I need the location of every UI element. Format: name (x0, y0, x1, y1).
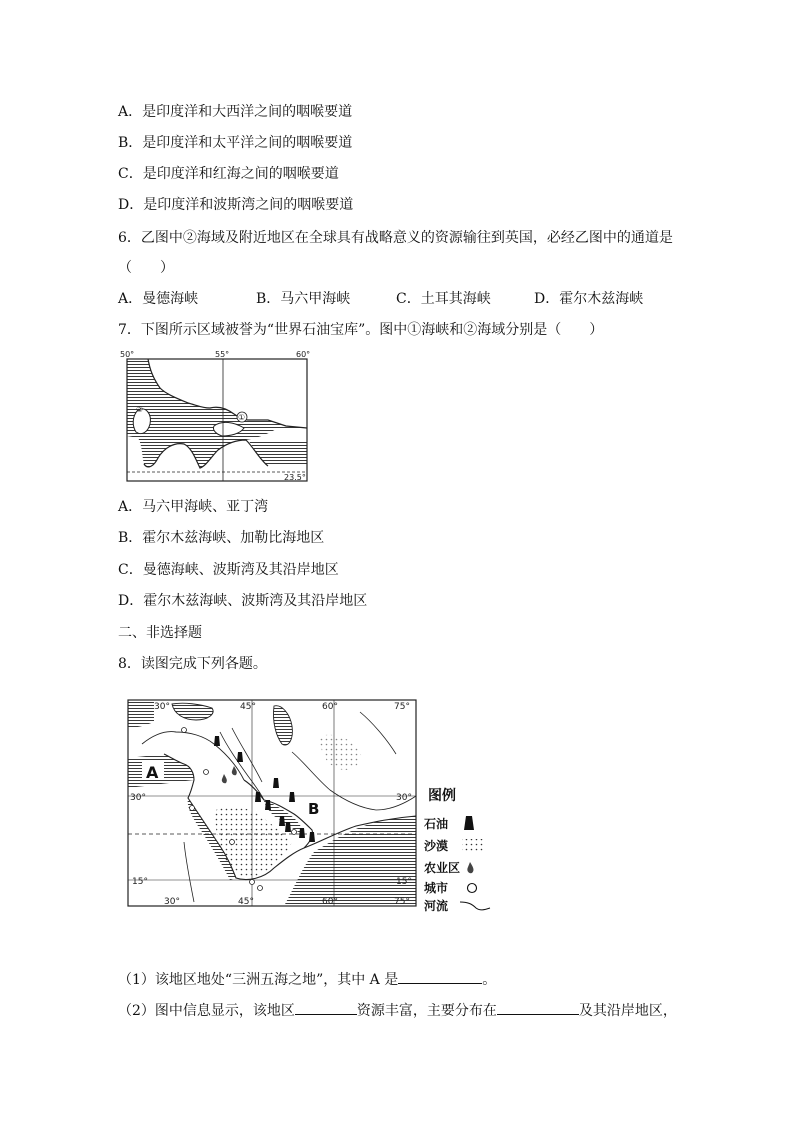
q8-legend-agriculture: 农业区 (424, 861, 461, 875)
q8-bottom-lon-75: 75° (394, 897, 410, 907)
q8-sub2-part-a: （2）图中信息显示，该地区 (118, 1003, 295, 1019)
river-line-icon (460, 902, 490, 910)
q5-option-d: D．是印度洋和波斯湾之间的咽喉要道 (118, 197, 354, 213)
q5-option-c: C．是印度洋和红海之间的咽喉要道 (118, 166, 339, 182)
q7-option-c: C．曼德海峡、波斯湾及其沿岸地区 (118, 562, 339, 578)
q5-option-b: B．是印度洋和太平洋之间的咽喉要道 (118, 135, 353, 151)
q8-right-lat-15: 15° (396, 877, 412, 887)
q8-bottom-lon-45: 45° (238, 897, 254, 907)
q7-option-a: A．马六甲海峡、亚丁湾 (118, 499, 269, 515)
q8-top-lon-30: 30° (154, 702, 170, 712)
q7-option-b: B．霍尔木兹海峡、加勒比海地区 (118, 530, 325, 546)
q8-bottom-lon-60: 60° (322, 897, 338, 907)
q8-sub1-blank[interactable] (398, 969, 482, 984)
q8-label-a: A (146, 763, 159, 782)
oil-derrick-icon (464, 816, 474, 830)
q8-legend-title: 图例 (428, 788, 456, 804)
q8-sub2-part-b: 资源丰富，主要分布在 (356, 1003, 497, 1019)
q8-legend-river: 河流 (424, 899, 449, 913)
q8-sub1 (118, 969, 496, 989)
q8-sub2-blank-1[interactable] (295, 1000, 357, 1015)
section-heading: 二、非选择题 (118, 625, 202, 641)
agriculture-drop-icon (467, 862, 473, 873)
q8-label-b: B (308, 800, 320, 818)
q6-option-b: B．马六甲海峡 (256, 291, 351, 307)
q8-top-lon-75: 75° (394, 702, 410, 712)
q8-sub2-blank-2[interactable] (497, 1000, 579, 1015)
q8-sub1-prefix: （1）该地区地处“三洲五海之地”，其中 A 是 (118, 972, 399, 988)
q7-lon-60: 60° (296, 350, 311, 359)
q6-option-d: D．霍尔木兹海峡 (534, 291, 644, 307)
q6-option-c: C．土耳其海峡 (396, 291, 491, 307)
q8-legend-city: 城市 (424, 881, 449, 895)
q8-legend (424, 787, 490, 913)
q8-left-lat-30: 30° (130, 793, 146, 803)
q5-option-a: A．是印度洋和大西洋之间的咽喉要道 (118, 104, 353, 120)
q7-option-d: D．霍尔木兹海峡、波斯湾及其沿岸地区 (118, 593, 368, 609)
q7-lon-55: 55° (215, 350, 230, 359)
q6-option-a: A．曼德海峡 (118, 291, 199, 307)
q8-map (124, 692, 494, 914)
q6-stem: 6．乙图中②海域及附近地区在全球具有战略意义的资源输往到英国，必经乙图中的通道是 (118, 230, 673, 246)
q8-top-lon-60: 60° (322, 702, 338, 712)
city-circle-icon (468, 884, 477, 893)
q8-legend-desert: 沙漠 (424, 839, 449, 853)
q8-sub1-suffix: 。 (482, 972, 497, 988)
q8-bottom-lon-30: 30° (164, 897, 180, 907)
q8-sub2 (118, 1000, 677, 1020)
q8-legend-oil: 石油 (424, 817, 449, 831)
q8-sub2-part-c: 及其沿岸地区， (578, 1003, 677, 1019)
q7-lat-23-5: 23.5° (284, 473, 306, 482)
q7-marker-1: ① (238, 413, 246, 422)
desert-pattern-icon (462, 839, 484, 853)
q7-marker-2: ② (136, 405, 144, 414)
q7-map (118, 348, 318, 484)
q7-stem: 7．下图所示区域被誉为“世界石油宝库”。图中①海峡和②海域分别是（ ） (118, 322, 604, 338)
q7-lon-50: 50° (120, 350, 135, 359)
q8-left-lat-15: 15° (132, 877, 148, 887)
q6-answer-paren: （ ） (118, 260, 174, 276)
q8-right-lat-30: 30° (396, 793, 412, 803)
q8-stem: 8．读图完成下列各题。 (118, 656, 267, 672)
q8-top-lon-45: 45° (240, 702, 256, 712)
